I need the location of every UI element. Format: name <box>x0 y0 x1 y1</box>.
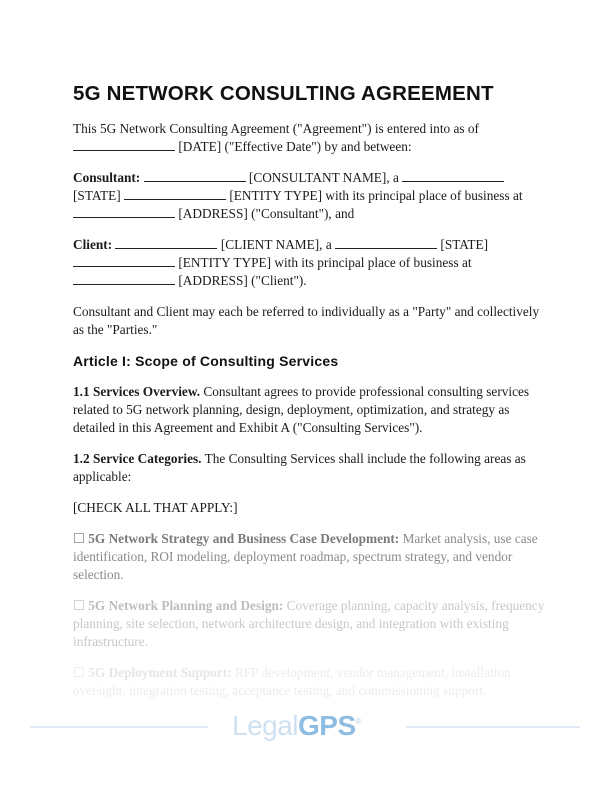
client-entity-blank[interactable] <box>73 254 175 267</box>
consultant-entity-placeholder: [ENTITY TYPE] with its principal place of business at <box>229 188 523 203</box>
checkbox-item-label: 5G Network Strategy and Business Case Development: <box>88 531 400 546</box>
date-blank[interactable] <box>73 138 175 151</box>
article-1-heading: Article I: Scope of Consulting Services <box>73 353 339 369</box>
client-name-placeholder: [CLIENT NAME], a <box>220 237 332 252</box>
section-1-2-label: 1.2 Service Categories. <box>73 451 202 466</box>
section-1-2-text: The Consulting Services shall include the following areas as applicable: <box>73 451 526 484</box>
client-state-placeholder: [STATE] <box>440 237 489 252</box>
client-entity-placeholder: [ENTITY TYPE] with its principal place of business at <box>178 255 472 270</box>
section-1-2 <box>73 450 545 486</box>
checkbox-item-text: RFP development, vendor management, installation oversight, integration testing, acceptance testing, and commissioning support. <box>73 665 511 698</box>
section-1-1 <box>73 383 545 437</box>
checkbox-item-label: 5G Network Planning and Design: <box>88 598 284 613</box>
intro-paragraph <box>73 120 545 156</box>
section-1-1-label: 1.1 Services Overview. <box>73 384 201 399</box>
client-state-blank[interactable] <box>335 236 437 249</box>
checkbox-icon[interactable]: ☐ <box>73 598 85 613</box>
section-1-1-text: Consultant agrees to provide professional consulting services related to 5G network planning, design, deployment, optimization, and strategy as detailed in this Agreement and Exhibit A ("Consulting Services"). <box>73 384 530 435</box>
document-title: 5G NETWORK CONSULTING AGREEMENT <box>73 82 494 105</box>
checkbox-item-label: 5G Deployment Support: <box>88 665 232 680</box>
document-page <box>73 82 545 713</box>
checkbox-icon[interactable]: ☐ <box>73 665 85 680</box>
consultant-state-blank[interactable] <box>402 169 504 182</box>
checkbox-item-text: Coverage planning, capacity analysis, frequency planning, site selection, network architecture design, and integration with existing infrastructure. <box>73 598 545 649</box>
checkbox-item <box>73 664 545 700</box>
consultant-name-placeholder: [CONSULTANT NAME], a <box>248 170 399 185</box>
client-label: Client: <box>73 237 113 252</box>
checkbox-item-text: Market analysis, use case identification, ROI modeling, deployment roadmap, spectrum strategy, and vendor selection. <box>73 531 538 582</box>
consultant-paragraph <box>73 169 545 223</box>
consultant-entity-blank[interactable] <box>124 187 226 200</box>
checkbox-item <box>73 597 545 651</box>
consultant-address-placeholder: [ADDRESS] ("Consultant"), and <box>178 206 355 221</box>
parties-paragraph: Consultant and Client may each be referred to individually as a "Party" and collectively as the "Parties." <box>73 304 540 337</box>
client-paragraph <box>73 236 545 290</box>
footer-rule-left <box>30 726 208 728</box>
consultant-state-placeholder: [STATE] <box>73 188 121 203</box>
intro-date-text: [DATE] ("Effective Date") by and between: <box>178 139 412 154</box>
intro-text: This 5G Network Consulting Agreement ("Agreement") is entered into as of <box>73 121 479 136</box>
footer-rule-right <box>406 726 580 728</box>
client-address-blank[interactable] <box>73 272 175 285</box>
consultant-name-blank[interactable] <box>144 169 246 182</box>
footer <box>0 706 612 746</box>
logo-text-bold: GPS <box>298 710 356 741</box>
consultant-address-blank[interactable] <box>73 205 175 218</box>
client-address-placeholder: [ADDRESS] ("Client"). <box>178 273 307 288</box>
check-instruction: [CHECK ALL THAT APPLY:] <box>73 500 238 515</box>
logo-text-light: Legal <box>232 710 299 741</box>
consultant-label: Consultant: <box>73 170 141 185</box>
legalgps-logo <box>232 706 361 746</box>
registered-mark-icon: ® <box>355 717 362 726</box>
checkbox-icon[interactable]: ☐ <box>73 531 85 546</box>
client-name-blank[interactable] <box>115 236 217 249</box>
checkbox-item <box>73 530 545 584</box>
